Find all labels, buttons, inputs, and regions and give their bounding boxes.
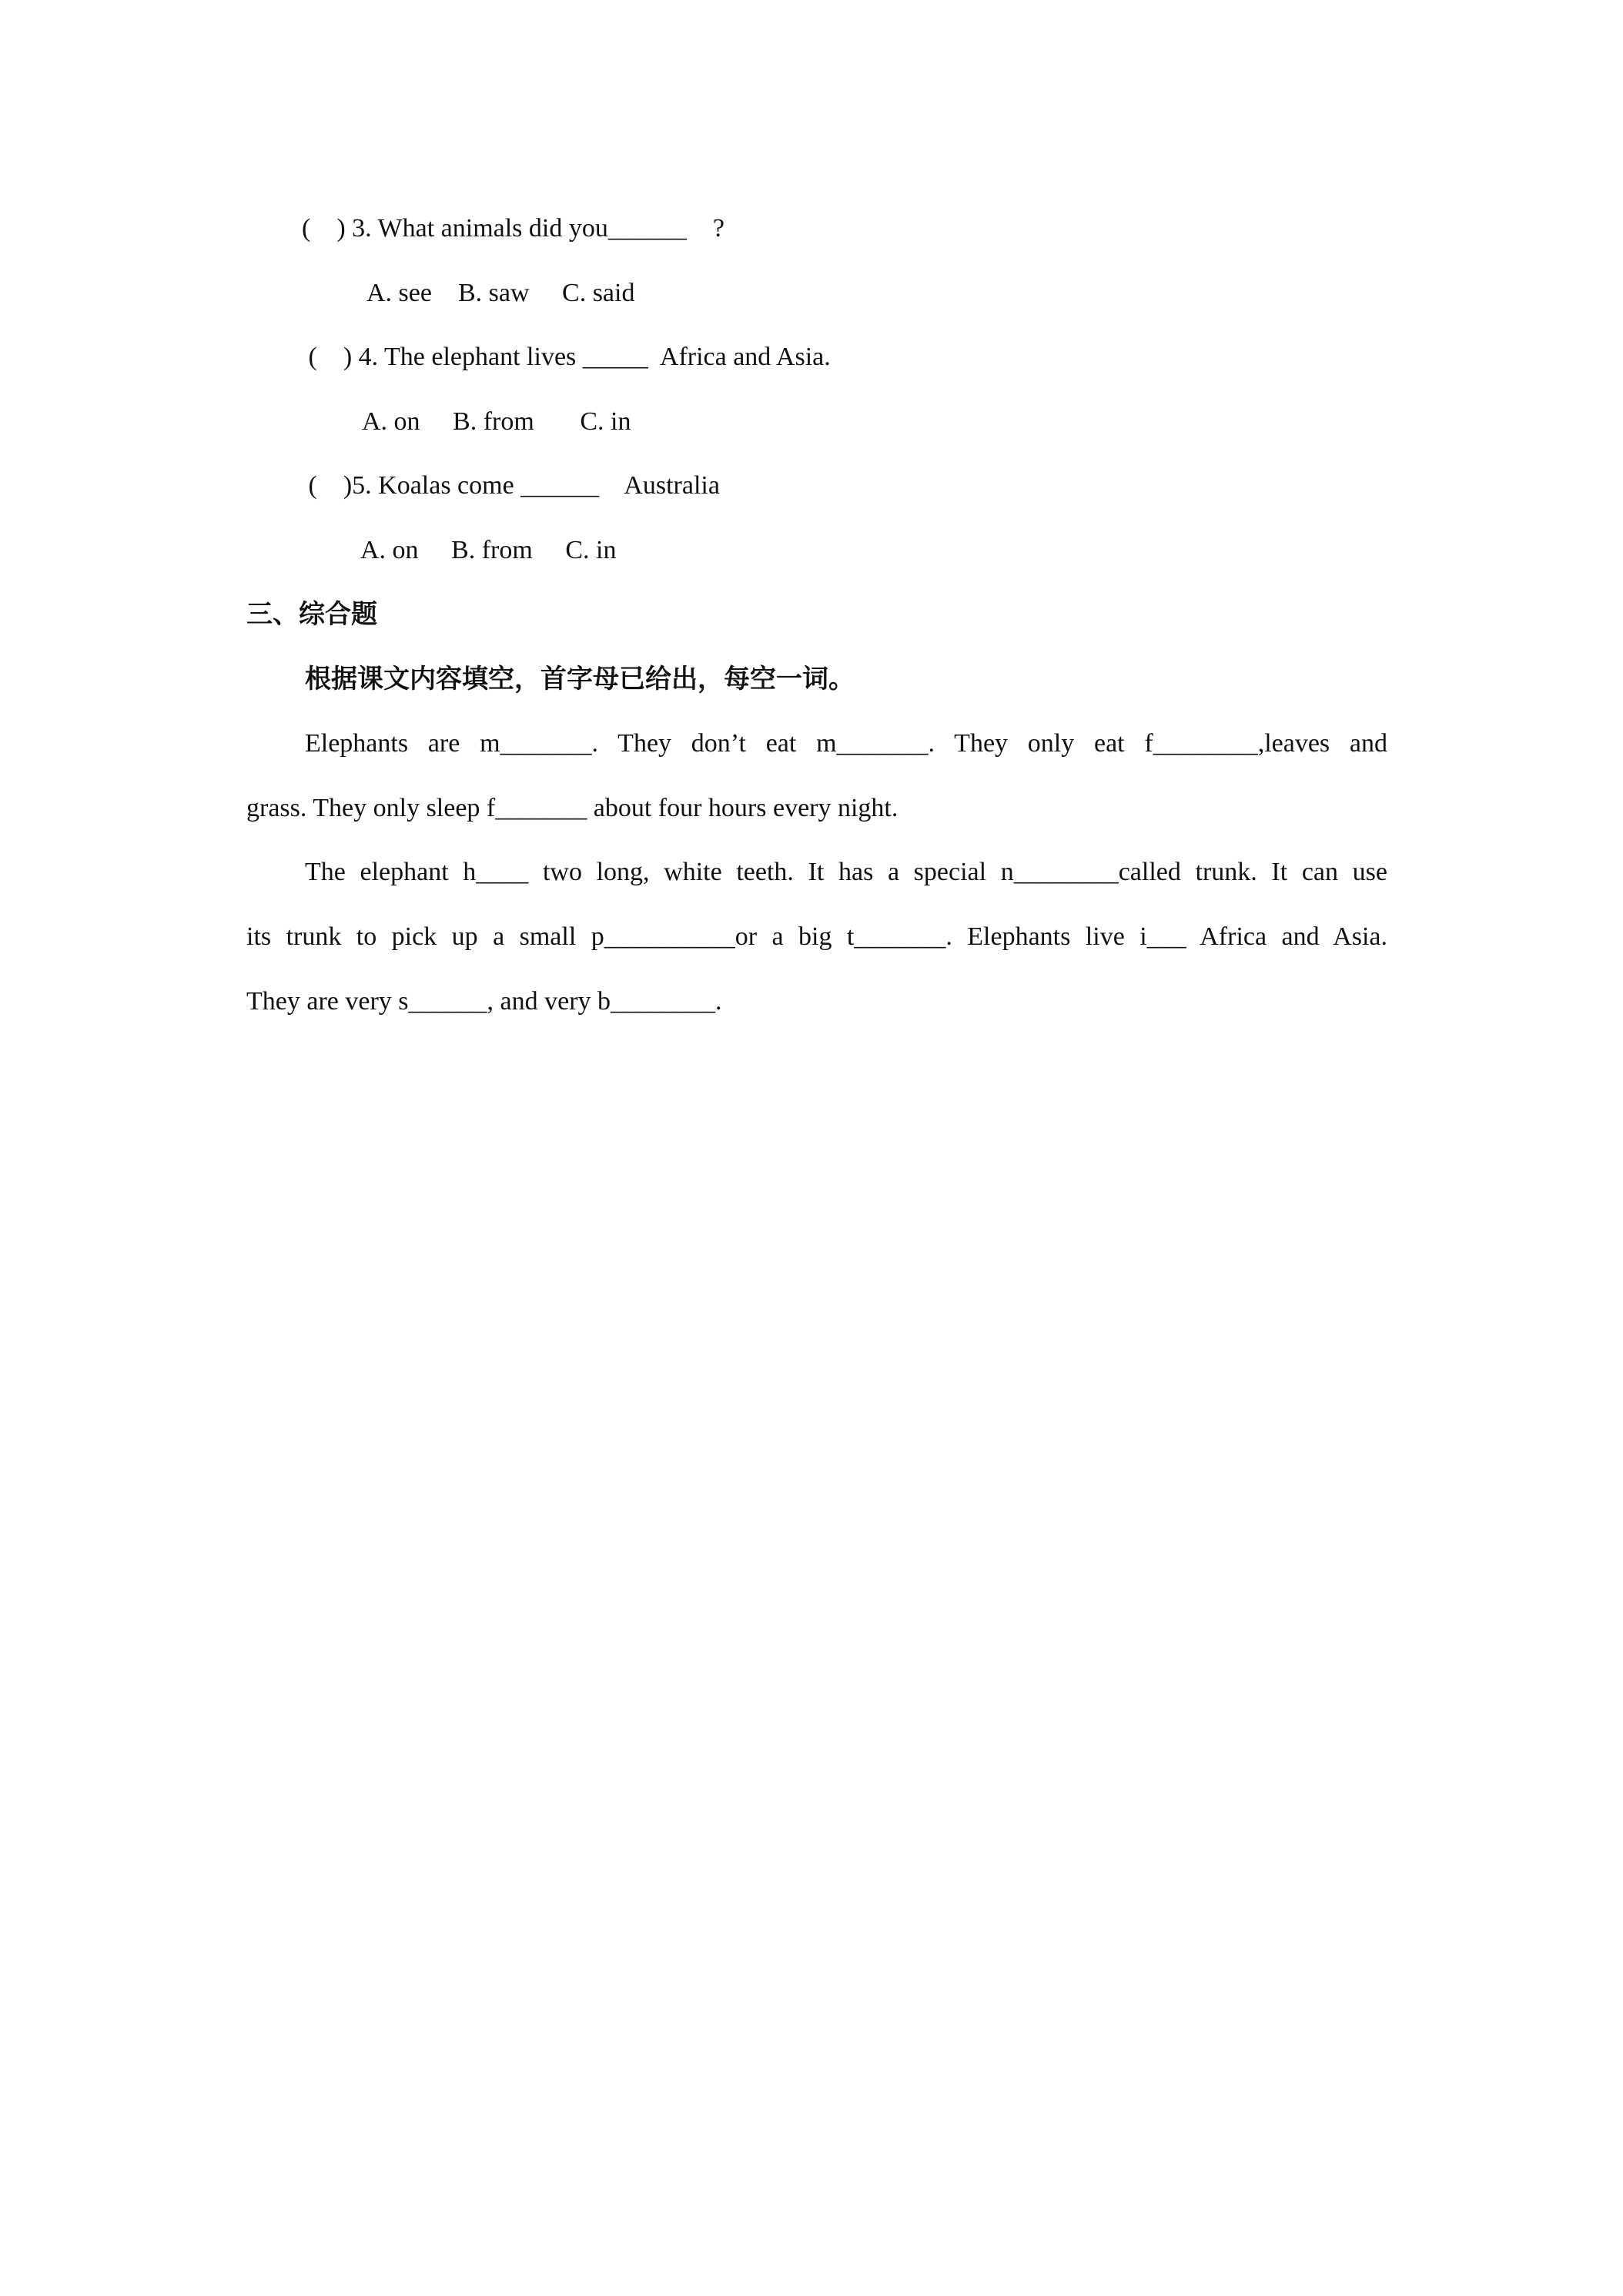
paragraph-1-line-2: grass. They only sleep f_______ about four hours every night. [246, 794, 899, 822]
question-4-stem: ( ) 4. The elephant lives _____ Africa and Asia. [302, 343, 831, 371]
paragraph-2-line-2: its trunk to pick up a small p__________or a big t_______. Elephants live i___ Africa and Asia. [246, 922, 1387, 951]
question-3-options: A. see B. saw C. said [366, 279, 635, 307]
question-5-options: A. on B. from C. in [360, 536, 617, 564]
section-3-heading: 三、综合题 [246, 599, 377, 630]
question-4-options: A. on B. from C. in [362, 407, 631, 436]
question-5-stem: ( )5. Koalas come ______ Australia [302, 471, 720, 500]
paragraph-2-line-3: They are very s______, and very b________. [246, 987, 722, 1016]
question-3-stem: ( ) 3. What animals did you______ ? [302, 214, 724, 243]
paragraph-1-line-1: Elephants are m_______. They don’t eat m_______. They only eat f________,leaves and [305, 729, 1387, 758]
paragraph-2-line-1: The elephant h____ two long, white teeth. It has a special n________called trunk. It can use [305, 858, 1387, 886]
section-3-instruction: 根据课文内容填空，首字母已给出，每空一词。 [305, 664, 855, 694]
